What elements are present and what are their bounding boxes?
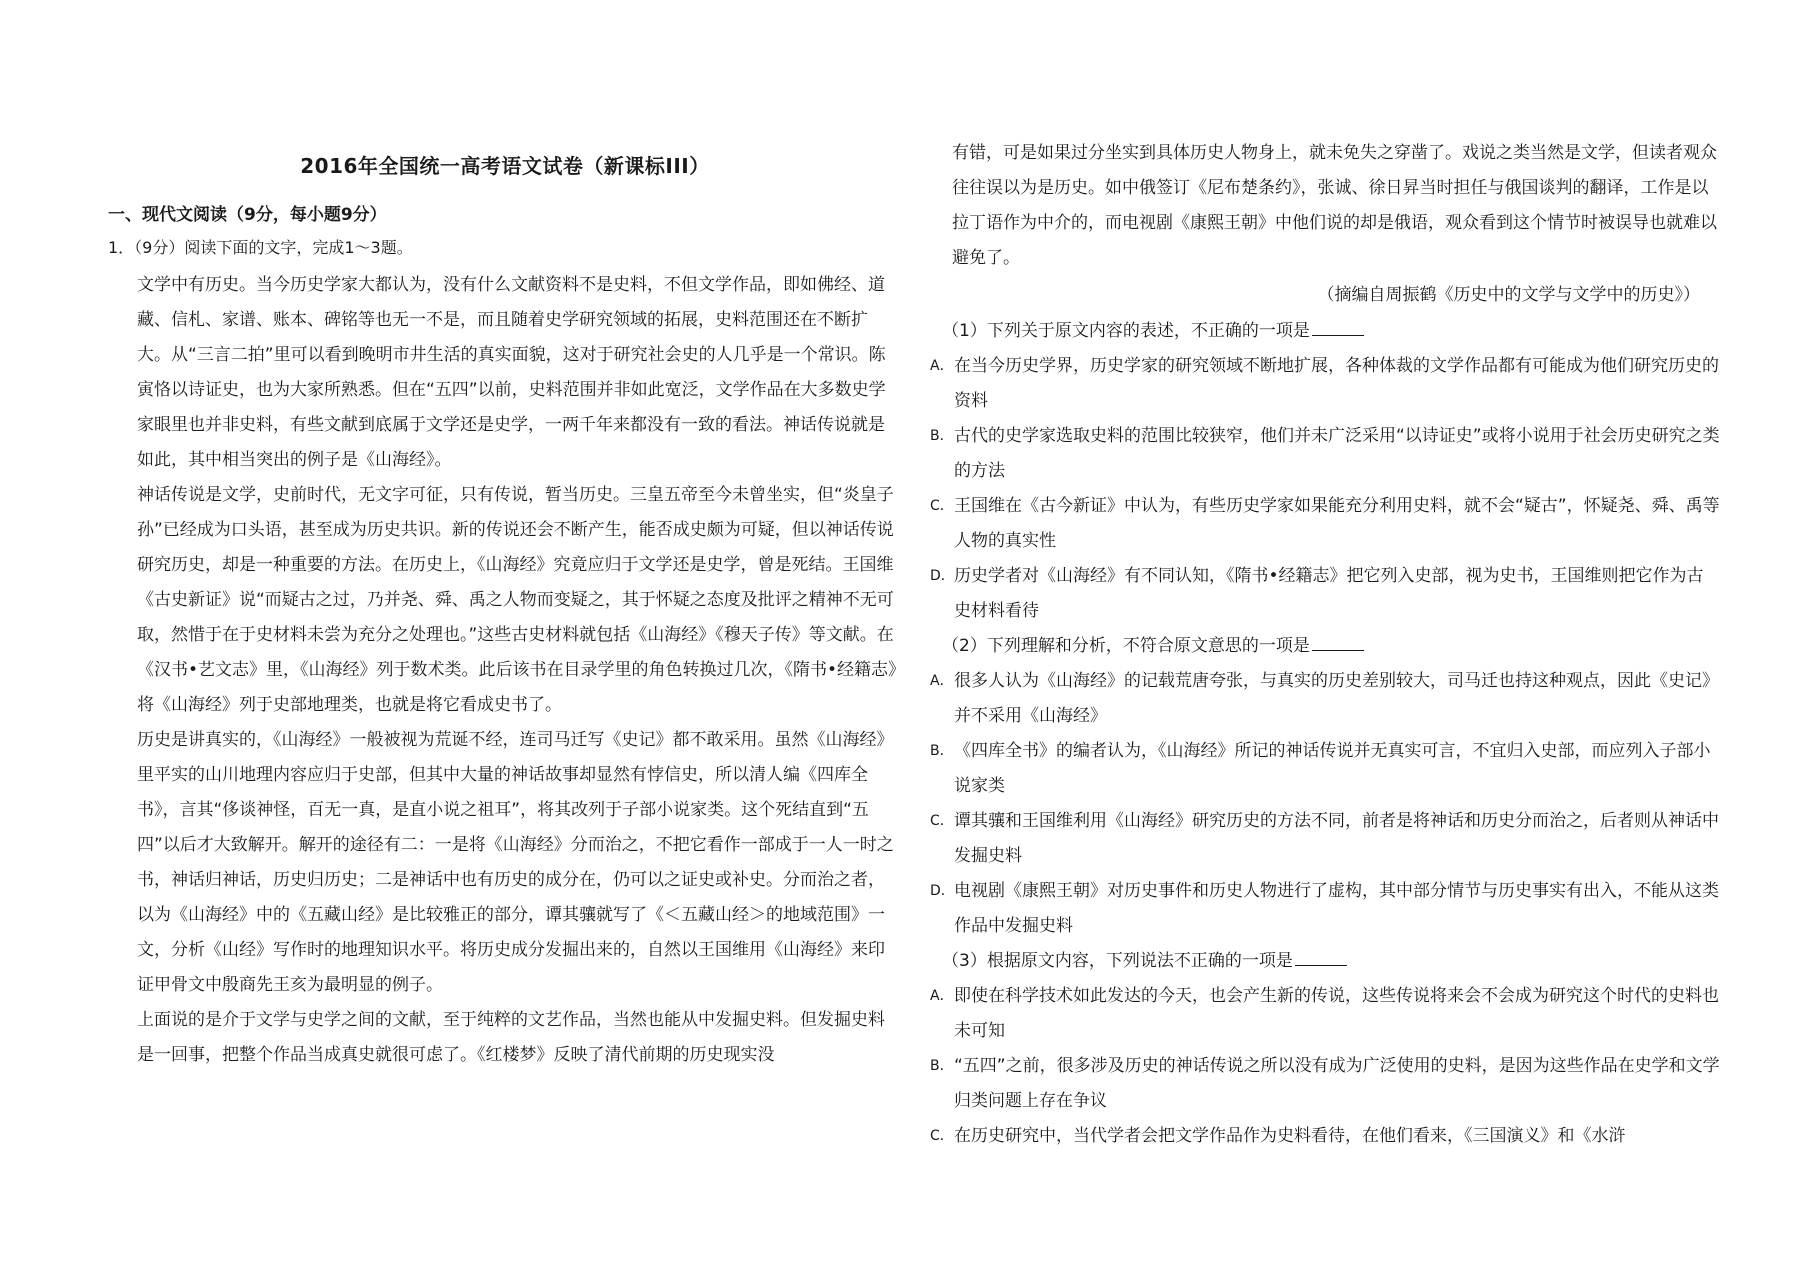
option-d[interactable] [930,874,1720,944]
option-letter: D． [930,883,955,899]
passage-paragraph: 上面说的是介于文学与史学之间的文献，至于纯粹的文艺作品，当然也能从中发掘史料。但发掘史料是一回事，把整个作品当成真史就很可虑了。《红楼梦》反映了清代前期的历史现实没 [137,1010,885,1065]
option-text: 谭其骧和王国维利用《山海经》研究历史的方法不同，前者是将神话和历史分而治之，后者则从神话中发掘史料 [954,811,1719,866]
option-b[interactable] [930,734,1720,804]
option-text: 《四库全书》的编者认为，《山海经》所记的神话传说并无真实可言，不宜归入史部，而应列入子部小说家类 [954,741,1711,796]
option-text: 即使在科学技术如此发达的今天，也会产生新的传说，这些传说将来会不会成为研究这个时代的史料也未可知 [954,986,1719,1041]
option-c[interactable] [930,489,1720,559]
option-letter: A． [930,988,954,1004]
answer-blank[interactable] [1295,964,1347,966]
option-letter: A． [930,673,954,689]
option-c[interactable] [930,1119,1720,1154]
question-stem: （3）根据原文内容，下列说法不正确的一项是 [942,944,1720,979]
page-title: 2016年全国统一高考语文试卷（新课标III） [300,154,710,178]
option-letter: B． [930,428,954,444]
option-letter: C． [930,813,954,829]
passage-paragraph: 历史是讲真实的，《山海经》一般被视为荒诞不经，连司马迁写《史记》都不敢采用。虽然《山海经》里平实的山川地理内容应归于史部，但其中大量的神话故事却显然有悖信史，所以清人编《四库全书》，言其“侈谈神怪，百无一真，是直小说之祖耳”，将其改列于子部小说家类。这个死结直到“五四”以后才大致解开。解开的途径有二：一是将《山海经》分而治之，不把它看作一部成于一人一时之书，神话归神话，历史归历史；二是神话中也有历史的成分在，仍可以之证史或补史。分而治之者，以为《山海经》中的《五藏山经》是比较雅正的部分，谭其骧就写了《＜五藏山经＞的地域范围》一文，分析《山经》写作时的地理知识水平。将历史成分发掘出来的，自然以王国维用《山海经》来印证甲骨文中殷商先王亥为最明显的例子。 [137,730,894,995]
option-a[interactable] [930,979,1720,1049]
option-b[interactable] [930,1049,1720,1119]
question-2 [930,629,1720,944]
option-letter: A． [930,358,954,374]
option-text: “五四”之前，很多涉及历史的神话传说之所以没有成为广泛使用的史料，是因为这些作品在史学和文学归类问题上存在争议 [954,1056,1720,1111]
option-letter: B． [930,743,954,759]
passage-paragraph: 神话传说是文学，史前时代，无文字可征，只有传说，暂当历史。三皇五帝至今未曾坐实，但“炎皇子孙”已经成为口头语，甚至成为历史共识。新的传说还会不断产生，能否成史颇为可疑，但以神话传说研究历史，却是一种重要的方法。在历史上，《山海经》究竟应归于文学还是史学，曾是死结。王国维《古史新证》说“而疑古之过，乃并尧、舜、禹之人物而变疑之，其于怀疑之态度及批评之精神不无可取，然惜于在于史材料未尝为充分之处理也。”这些古史材料就包括《山海经》《穆天子传》等文献。在《汉书•艺文志》里，《山海经》列于数术类。此后该书在目录学里的角色转换过几次，《隋书•经籍志》将《山海经》列于史部地理类，也就是将它看成史书了。 [137,485,897,715]
option-d[interactable] [930,559,1720,629]
answer-blank[interactable] [1312,334,1364,336]
option-a[interactable] [930,349,1720,419]
option-text: 古代的史学家选取史料的范围比较狭窄，他们并未广泛采用“以诗证史”或将小说用于社会历史研究之类的方法 [954,426,1720,481]
option-text: 历史学者对《山海经》有不同认知，《隋书•经籍志》把它列入史部，视为史书，王国维则把它作为古史材料看待 [954,566,1704,621]
option-text: 在当今历史学界，历史学家的研究领域不断地扩展，各种体裁的文学作品都有可能成为他们研究历史的资料 [954,356,1719,411]
passage-paragraph: 有错，可是如果过分坐实到具体历史人物身上，就未免失之穿凿了。戏说之类当然是文学，但读者观众往往误以为是历史。如中俄签订《尼布楚条约》，张诚、徐日昇当时担任与俄国谈判的翻译，工作是以拉丁语作为中介的，而电视剧《康熙王朝》中他们说的却是俄语，观众看到这个情节时被误导也就难以避免了。 [952,143,1717,268]
question-list [930,314,1720,1154]
option-text: 电视剧《康熙王朝》对历史事件和历史人物进行了虚构，其中部分情节与历史事实有出入，不能从这类作品中发掘史料 [954,881,1719,936]
answer-blank[interactable] [1312,649,1364,651]
option-letter: C． [930,498,954,514]
option-text: 王国维在《古今新证》中认为，有些历史学家如果能充分利用史料，就不会“疑古”，怀疑尧、舜、禹等人物的真实性 [954,496,1720,551]
option-a[interactable] [930,664,1720,734]
source-citation: （摘编自周振鹤《历史中的文学与文学中的历史》） [1317,285,1700,305]
option-letter: D． [930,568,955,584]
reading-passage [125,268,897,1073]
question-stem: （2）下列理解和分析，不符合原文意思的一项是 [942,629,1720,664]
option-letter: C． [930,1128,954,1144]
option-text: 在历史研究中，当代学者会把文学作品作为史料看待，在他们看来，《三国演义》和《水浒 [954,1126,1626,1146]
passage-continuation [952,136,1720,276]
question-intro: 1．（9分）阅读下面的文字，完成1～3题。 [108,238,413,257]
passage-paragraph: 文学中有历史。当今历史学家大都认为，没有什么文献资料不是史料，不但文学作品，即如佛经、道藏、信札、家谱、账本、碑铭等也无一不是，而且随着史学研究领域的拓展，史料范围还在不断扩大。从“三言二拍”里可以看到晚明市井生活的真实面貌，这对于研究社会史的人几乎是一个常识。陈寅恪以诗证史，也为大家所熟悉。但在“五四”以前，史料范围并非如此宽泛，文学作品在大多数史学家眼里也并非史料，有些文献到底属于文学还是史学，一两千年来都没有一致的看法。神话传说就是如此，其中相当突出的例子是《山海经》。 [137,275,886,470]
option-text: 很多人认为《山海经》的记载荒唐夸张，与真实的历史差别较大，司马迁也持这种观点，因此《史记》并不采用《山海经》 [954,671,1719,726]
question-3 [930,944,1720,1154]
option-b[interactable] [930,419,1720,489]
option-c[interactable] [930,804,1720,874]
question-1 [930,314,1720,629]
option-letter: B． [930,1058,954,1074]
question-stem: （1）下列关于原文内容的表述，不正确的一项是 [942,314,1720,349]
section-heading: 一、现代文阅读（9分，每小题9分） [108,205,387,225]
